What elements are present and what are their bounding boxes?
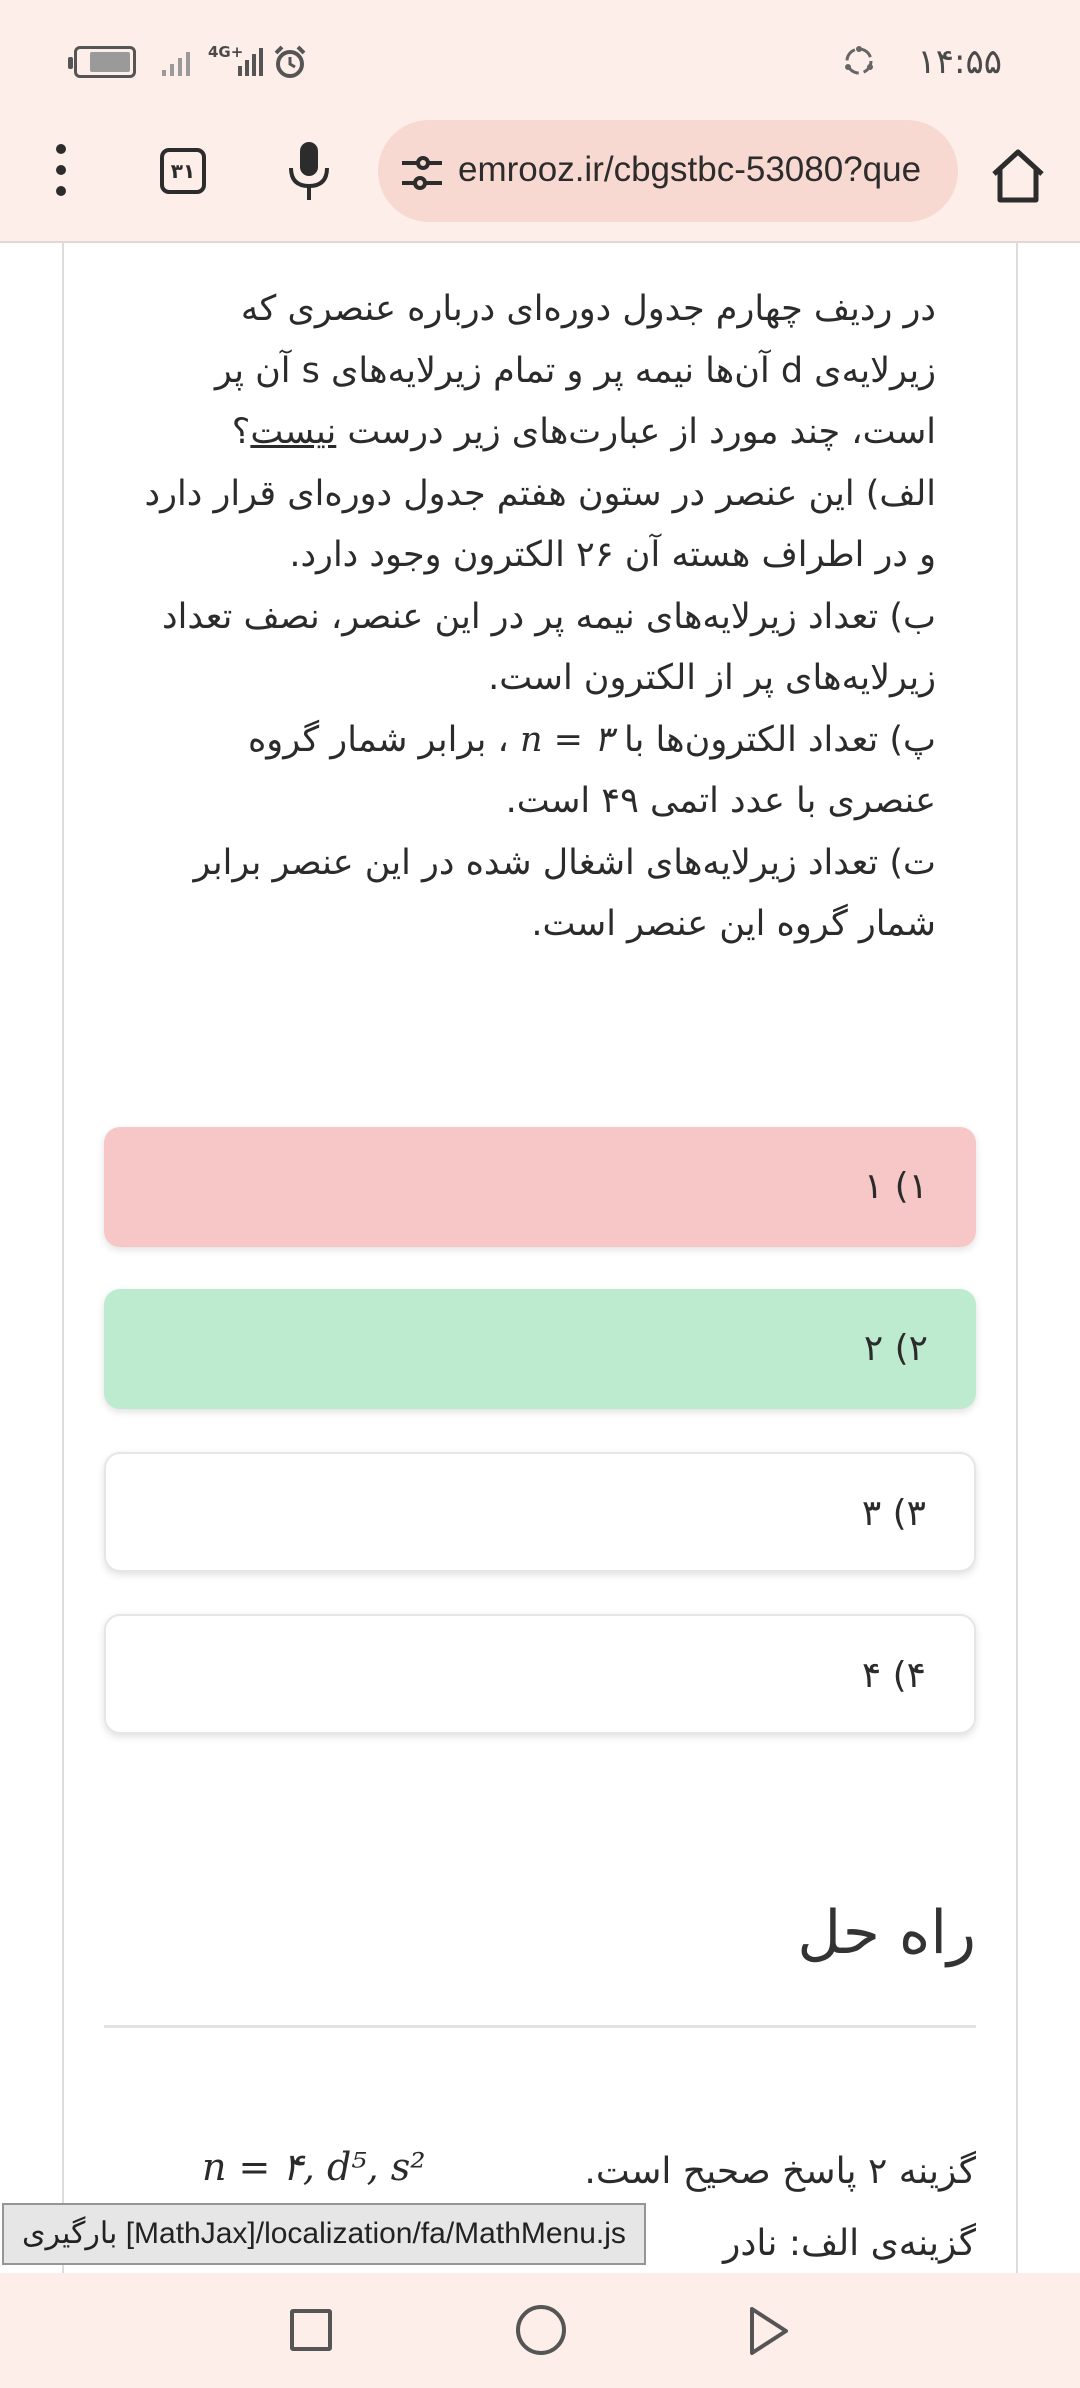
alarm-icon — [272, 44, 308, 80]
recents-icon[interactable] — [290, 2309, 332, 2351]
statement-pe: پ) تعداد الکترون‌ها با n = ۳ ، برابر شمار گروه عنصری با عدد اتمی ۴۹ است. — [247, 719, 936, 821]
home-circle-icon[interactable] — [516, 2305, 566, 2355]
math-n3: n = ۳ — [519, 719, 613, 760]
solution-line-2: گزینه‌ی الف: نادر — [722, 2223, 976, 2264]
more-menu-icon[interactable] — [54, 144, 68, 204]
solution-heading: راه حل — [797, 1898, 976, 1968]
microphone-icon[interactable] — [286, 140, 332, 204]
question-text — [136, 279, 936, 956]
statement-te: ت) تعداد زیرلایه‌های اشغال شده در این عنصر برابر شمار گروه این عنصر است. — [193, 842, 936, 944]
signal-strong-icon — [236, 46, 268, 78]
browser-toolbar — [0, 118, 1080, 243]
url-text[interactable]: emrooz.ir/cbgstbc-53080?que — [458, 150, 922, 189]
emphasis-word: نیست — [250, 412, 337, 452]
signal-icon — [160, 46, 200, 78]
answer-option-3[interactable]: ۳) ۳ — [104, 1452, 976, 1572]
status-bar — [0, 0, 1080, 118]
battery-icon — [74, 46, 136, 78]
system-nav-bar — [0, 2273, 1080, 2388]
solution-math: n = ۴, d⁵, s² — [202, 2145, 426, 2189]
site-settings-icon[interactable] — [400, 153, 444, 193]
address-bar[interactable] — [378, 120, 958, 222]
answer-option-2[interactable]: ۲) ۲ — [104, 1289, 976, 1409]
clock: ۱۴:۵۵ — [917, 42, 1002, 82]
back-icon[interactable] — [746, 2305, 790, 2357]
network-type: 4G+ — [208, 43, 244, 61]
tab-switcher-icon[interactable]: ۳۱ — [160, 148, 206, 194]
question-card — [62, 243, 1018, 2273]
solution-line-1: گزینه ۲ پاسخ صحیح است. — [584, 2151, 976, 2192]
divider — [104, 2025, 976, 2028]
statement-alef: الف) این عنصر در ستون هفتم جدول دوره‌ای قرار دارد و در اطراف هسته آن ۲۶ الکترون وجود دارد. — [144, 473, 936, 575]
answer-option-1[interactable]: ۱) ۱ — [104, 1127, 976, 1247]
answer-option-4[interactable]: ۴) ۴ — [104, 1614, 976, 1734]
mathjax-loading-status: بارگیری [MathJax]/localization/fa/MathMenu.js — [2, 2203, 646, 2265]
statement-be: ب) تعداد زیرلایه‌های نیمه پر در این عنصر، نصف تعداد زیرلایه‌های پر از الکترون است. — [162, 596, 936, 698]
question-intro: در ردیف چهارم جدول دوره‌ای درباره عنصری که زیرلایه‌ی d آن‌ها نیمه پر و تمام زیرلایه‌های s آن پر است، چند مورد از عبارت‌های زیر درست نیست؟ — [214, 289, 936, 452]
home-icon[interactable] — [986, 144, 1050, 208]
sync-icon — [842, 44, 876, 78]
